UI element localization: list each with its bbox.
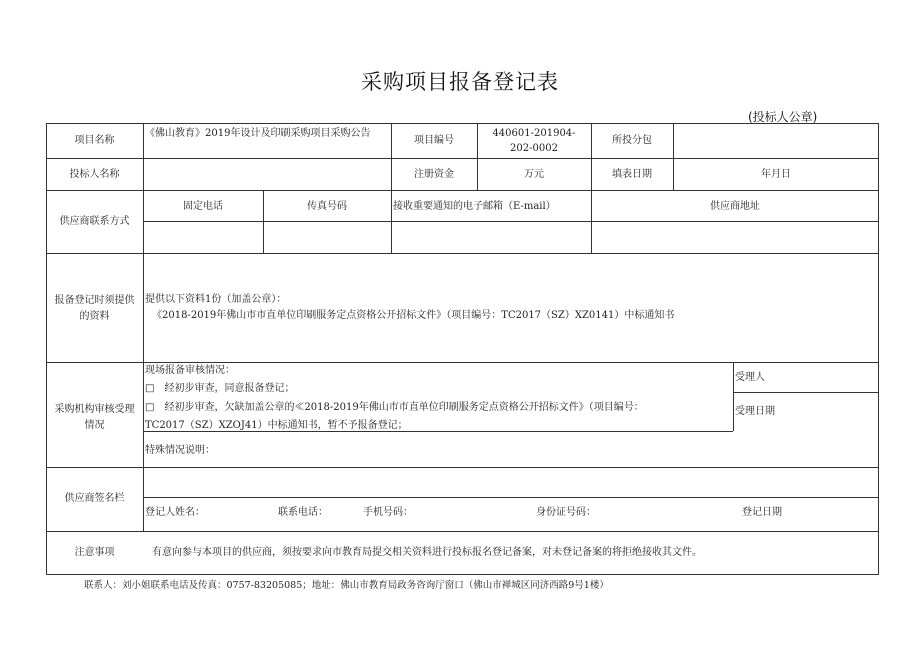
materials-label-2: 的资料 bbox=[79, 311, 110, 322]
fill-date-value: 年月日 bbox=[761, 169, 791, 180]
notice-text: 有意向参与本项目的供应商，须按要求向市教育局提交相关资料进行投标报名登记备案，对未登记备案的将拒绝接收其文件。 bbox=[152, 547, 702, 558]
package-label: 所投分包 bbox=[612, 135, 652, 146]
contact-tel-label: 联系电话： bbox=[278, 507, 328, 518]
email-header: 接收重要通知的电子邮箱（E-mail） bbox=[393, 201, 556, 212]
notice-label: 注意事项 bbox=[74, 547, 115, 558]
review-label-1: 采购机构审核受理 bbox=[54, 404, 135, 415]
address-header: 供应商地址 bbox=[710, 201, 760, 212]
review-label-2: 情况 bbox=[84, 420, 105, 431]
receive-date-label: 受理日期 bbox=[735, 406, 775, 417]
special-note: 特殊情况说明： bbox=[145, 445, 215, 456]
review-line-3[interactable]: □ 经初步审查，欠缺加盖公章的≪2018-2019年佛山市市直单位印刷服务定点资格公开招标文件》（项目编号： bbox=[145, 402, 644, 413]
bidder-name-label: 投标人名称 bbox=[69, 169, 120, 180]
fax-header: 传真号码 bbox=[307, 201, 347, 212]
project-no-value-1: 440601-201904- bbox=[492, 128, 576, 139]
contact-label: 供应商联系方式 bbox=[59, 216, 130, 227]
phone-header: 固定电话 bbox=[183, 201, 223, 212]
review-line-1: 现场报备审核情况： bbox=[145, 365, 235, 376]
signature-label: 供应商签名栏 bbox=[64, 493, 125, 504]
contact-footer: 联系人：刘小姐联系电话及传真：0757-83205085；地址：佛山市教育局政务咨询厅窗口（佛山市禅城区同济西路9号1楼） bbox=[84, 580, 609, 591]
fill-date-label: 填表日期 bbox=[612, 169, 652, 180]
materials-line-2: 《2018-2019年佛山市市直单位印刷服务定点资格公开招标文件》（项目编号：TC2017（SZ）XZ0141）中标通知书 bbox=[152, 310, 675, 321]
seal-note: (投标人公章) bbox=[748, 110, 818, 124]
project-no-label: 项目编号 bbox=[414, 135, 454, 146]
registrant-name-label: 登记人姓名： bbox=[145, 507, 205, 518]
materials-label-1: 报备登记时须提供 bbox=[54, 295, 135, 306]
receiver-label: 受理人 bbox=[735, 372, 765, 383]
id-number-label: 身份证号码： bbox=[536, 507, 596, 518]
project-no-value-2: 202-0002 bbox=[510, 143, 558, 154]
capital-label: 注册资金 bbox=[414, 169, 454, 180]
register-date-label: 登记日期 bbox=[742, 507, 782, 518]
review-line-2[interactable]: □ 经初步审查，同意报备登记； bbox=[145, 383, 295, 394]
review-line-4: TC2017（SZ）XZOJ41）中标通知书，暂不予报备登记； bbox=[145, 420, 408, 431]
project-name-label: 项目名称 bbox=[74, 135, 115, 146]
form-title: 采购项目报备登记表 bbox=[361, 70, 559, 94]
materials-line-1: 提供以下资料1份（加盖公章）： bbox=[145, 294, 287, 305]
capital-unit: 万元 bbox=[524, 169, 544, 180]
mobile-label: 手机号码： bbox=[363, 507, 413, 518]
project-name-value: 《佛山教育》2019年设计及印刷采购项目采购公告 bbox=[145, 128, 371, 139]
